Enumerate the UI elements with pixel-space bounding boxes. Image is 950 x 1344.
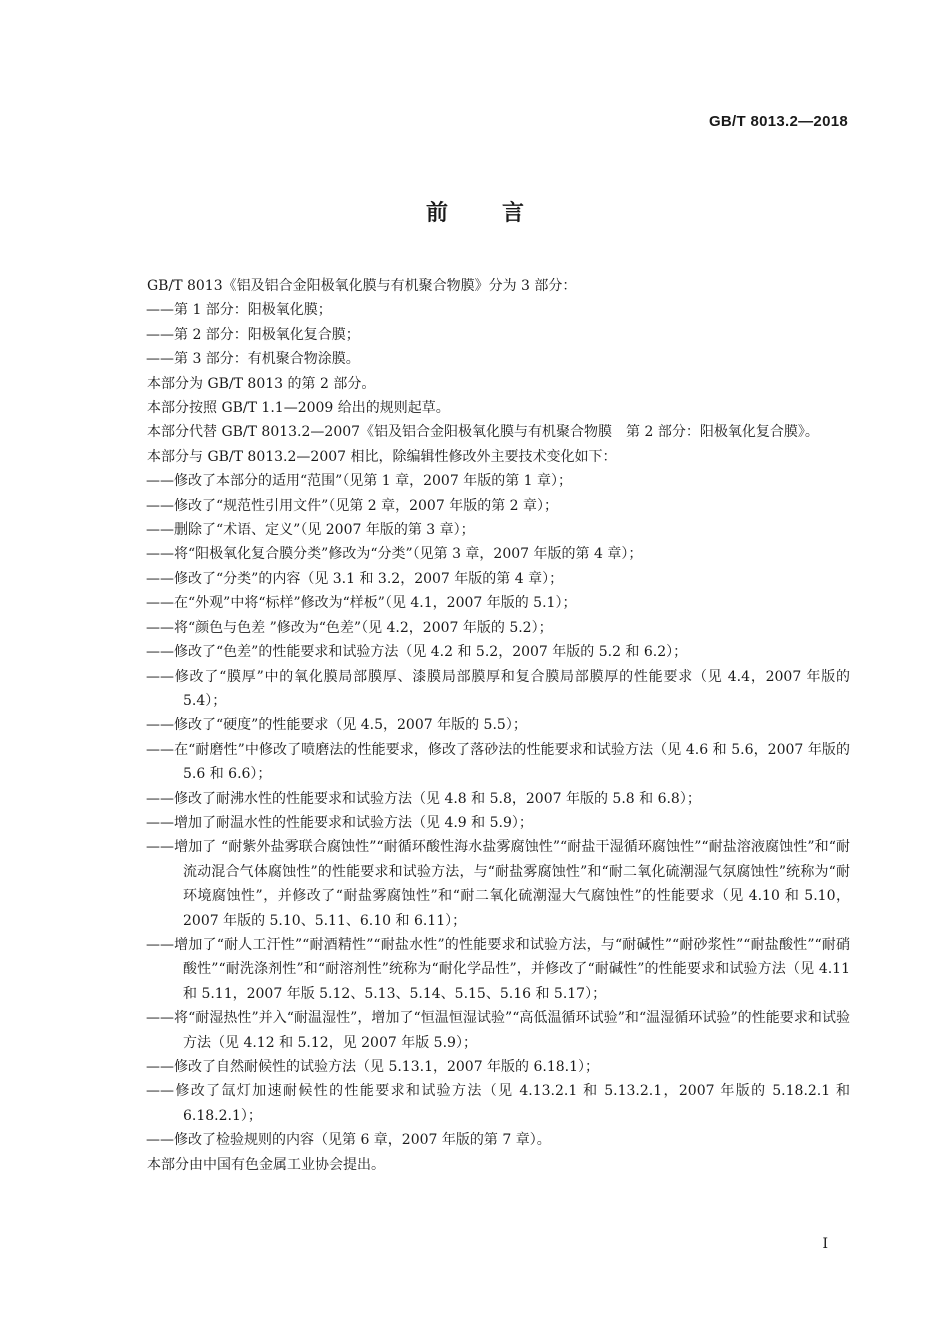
change-item: ——修改了“分类”的内容（见 3.1 和 3.2，2007 年版的第 4 章）； [146,570,564,587]
intro-paragraph: GB/T 8013《铝及铝合金阳极氧化膜与有机聚合物膜》分为 3 部分： [147,278,577,294]
change-item: ——在“外观”中将“标样”修改为“样板”（见 4.1，2007 年版的 5.1）； [146,595,577,612]
change-item: ——将“颜色与色差 ”修改为“色差”（见 4.2，2007 年版的 5.2）； [146,619,553,636]
standard-code: GB/T 8013.2—2018 [708,113,848,130]
body-paragraph: 本部分为 GB/T 8013 的第 2 部分。 [147,375,376,392]
change-item: ——修改了本部分的适用“范围”（见第 1 章，2007 年版的第 1 章）； [146,473,573,490]
change-item: ——删除了“术语、定义”（见 2007 年版的第 3 章）； [146,522,475,539]
change-item: ——修改了“规范性引用文件”（见第 2 章，2007 年版的第 2 章）； [146,497,559,514]
document-body [110,274,850,1177]
change-item: ——修改了氙灯加速耐候性的性能要求和试验方法（见 4.13.2.1 和 5.13.2.1，2007 年版的 5.18.2.1 和 6.18.2.1）； [146,1083,850,1124]
change-item: ——增加了耐温水性的性能要求和试验方法（见 4.9 和 5.9）； [146,814,533,831]
page-title: 前言 [425,200,578,226]
change-item: ——在“耐磨性”中修改了喷磨法的性能要求，修改了落砂法的性能要求和试验方法（见 4.6 和 5.6，2007 年版的 5.6 和 6.6）； [146,741,850,783]
change-item: ——将“阳极氧化复合膜分类”修改为“分类”（见第 3 章，2007 年版的第 4 章）； [146,546,643,563]
change-item: ——修改了耐沸水性的性能要求和试验方法（见 4.8 和 5.8，2007 年版的 5.8 和 6.8）； [146,790,701,807]
change-item: ——修改了“膜厚”中的氧化膜局部膜厚、漆膜局部膜厚和复合膜局部膜厚的性能要求（见 4.4，2007 年版的 5.4）； [146,668,850,709]
part-item: ——第 1 部分：阳极氧化膜； [146,302,332,319]
part-item: ——第 2 部分：阳极氧化复合膜； [146,326,360,343]
change-item: ——修改了检验规则的内容（见第 6 章，2007 年版的第 7 章）。 [146,1132,551,1149]
page-number: Ⅰ [822,1236,828,1252]
change-item: ——增加了 “耐紫外盐雾联合腐蚀性”“耐循环酸性海水盐雾腐蚀性”“耐盐干湿循环腐蚀性”“耐盐溶液腐蚀性”和“耐流动混合气体腐蚀性”的性能要求和试验方法，与“耐盐雾腐蚀性”和“耐二氧化硫潮湿气氛腐蚀性”统称为“耐环境腐蚀性”，并修改了“耐盐雾腐蚀性”和“耐二氧化硫潮湿大气腐蚀性”的性能要求（见 4.10 和 5.10，2007 年版的 5.10、5.11、6.10 和 6.11）； [146,839,850,929]
part-item: ——第 3 部分：有机聚合物涂膜。 [146,351,360,368]
change-item: ——将“耐湿热性”并入“耐温湿性”，增加了“恒温恒湿试验”“高低温循环试验”和“温湿循环试验”的性能要求和试验方法（见 4.12 和 5.12，见 2007 年版 5.9）； [146,1010,850,1051]
body-paragraph: 本部分与 GB/T 8013.2—2007 相比，除编辑性修改外主要技术变化如下： [147,448,617,465]
change-item: ——修改了自然耐候性的试验方法（见 5.13.1，2007 年版的 6.18.1）； [146,1059,600,1075]
change-item: ——增加了“耐人工汗性”“耐酒精性”“耐盐水性”的性能要求和试验方法，与“耐碱性”“耐砂浆性”“耐盐酸性”“耐硝酸性”“耐洗涤剂性”和“耐溶剂性”统称为“耐化学品性”，并修改了“耐碱性”的性能要求和试验方法（见 4.11 和 5.11，2007 年版 5.12、5.13、5.14、5.15、5.16 和 5.17）； [146,936,850,1002]
body-paragraph: 本部分按照 GB/T 1.1—2009 给出的规则起草。 [147,400,450,417]
body-paragraph: 本部分代替 GB/T 8013.2—2007《铝及铝合金阳极氧化膜与有机聚合物膜 第 2 部分：阳极氧化复合膜》。 [147,424,819,441]
closing-paragraph: 本部分由中国有色金属工业协会提出。 [147,1156,385,1173]
change-item: ——修改了“硬度”的性能要求（见 4.5，2007 年版的 5.5）； [146,717,527,734]
change-item: ——修改了“色差”的性能要求和试验方法（见 4.2 和 5.2，2007 年版的 5.2 和 6.2）； [146,644,688,661]
